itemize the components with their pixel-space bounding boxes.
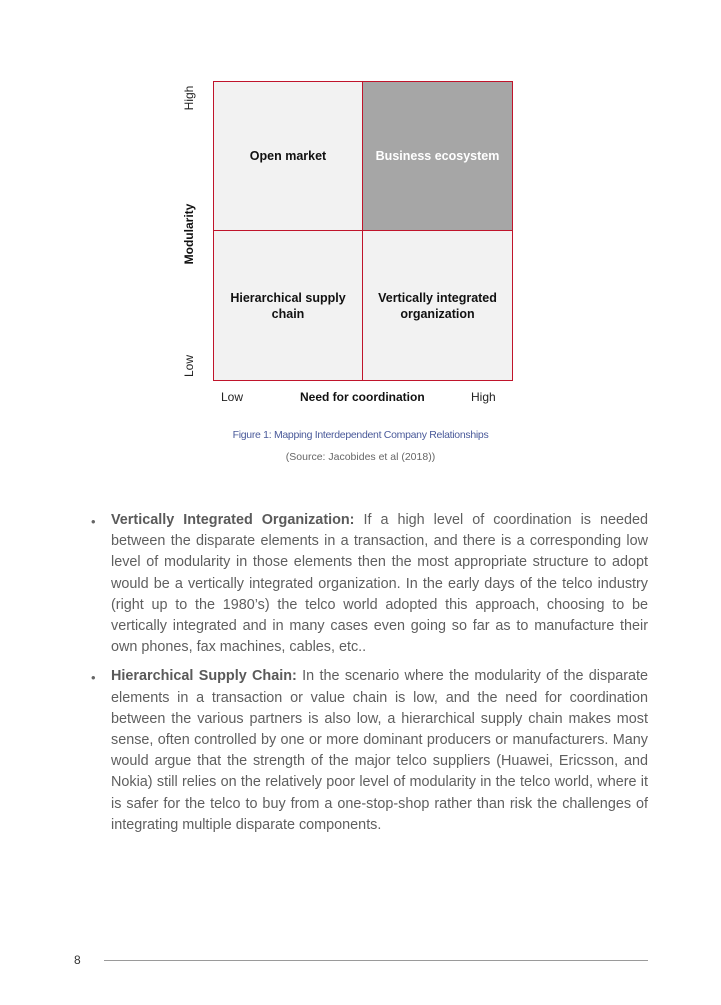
bullet-description: If a high level of coordination is needed between the disparate elements in a transaction, and there is a corresponding low level of modularity in those elements then the most appropriate structure to adopt would be a vertically integrated organization. In the early days of the telco industry (right up to the 1980’s) the telco world adopted this approach, choosing to be vertically integrated and in many cases even going so far as to manufacture their own phones, fax machines, cables, etc.. <box>111 512 649 656</box>
quadrant-label: Vertically integrated organization <box>378 290 497 321</box>
quadrant-open-market <box>214 82 363 231</box>
bullet-hierarchical-supply-chain <box>88 666 648 836</box>
y-axis-title: Modularity <box>182 203 196 265</box>
quadrant-label: Hierarchical supply chain <box>230 290 346 321</box>
x-axis-title: Need for coordination <box>300 390 425 404</box>
quadrant-label: Business ecosystem <box>375 149 500 163</box>
x-axis-low-label: Low <box>221 390 244 404</box>
quadrant-vertically-integrated <box>363 231 512 380</box>
bullet-marker-icon: • <box>91 514 96 529</box>
quadrant-business-ecosystem <box>363 82 512 231</box>
x-axis-high-label: High <box>471 390 496 404</box>
quadrant-hierarchical-supply-chain <box>214 231 363 380</box>
bullet-list <box>88 510 648 844</box>
bullet-vertically-integrated <box>88 510 648 658</box>
quadrant-matrix <box>213 81 513 381</box>
figure-source: (Source: Jacobides et al (2018)) <box>285 451 436 463</box>
y-axis-low-label: Low <box>182 355 196 378</box>
bullet-title: Hierarchical Supply Chain: <box>111 668 297 685</box>
bullet-marker-icon: • <box>91 670 96 686</box>
page-number: 8 <box>74 953 81 967</box>
footer-divider <box>104 960 648 961</box>
figure <box>0 0 721 470</box>
bullet-title: Vertically Integrated Organization: <box>111 512 355 528</box>
bullet-body <box>111 666 648 836</box>
figure-caption: Figure 1: Mapping Interdependent Company Relationships <box>232 429 489 441</box>
quadrant-label: Open market <box>249 149 327 163</box>
bullet-body <box>111 510 648 658</box>
bullet-description: In the scenario where the modularity of the disparate elements in a transaction or value chain is low, and the need for coordination between the various partners is also low, a hierarchical supply chain makes most sense, often controlled by one or more dominant producers or manufacturers. Many would argue that the strength of the major telco suppliers (Huawei, Ericsson, and Nokia) still relies on the relatively poor level of modularity in the telco world, where it is safer for the telco to buy from a one-stop-shop rather than risk the challenges of integrating multiple disparate components. <box>111 668 648 833</box>
y-axis-high-label: High <box>182 85 196 111</box>
